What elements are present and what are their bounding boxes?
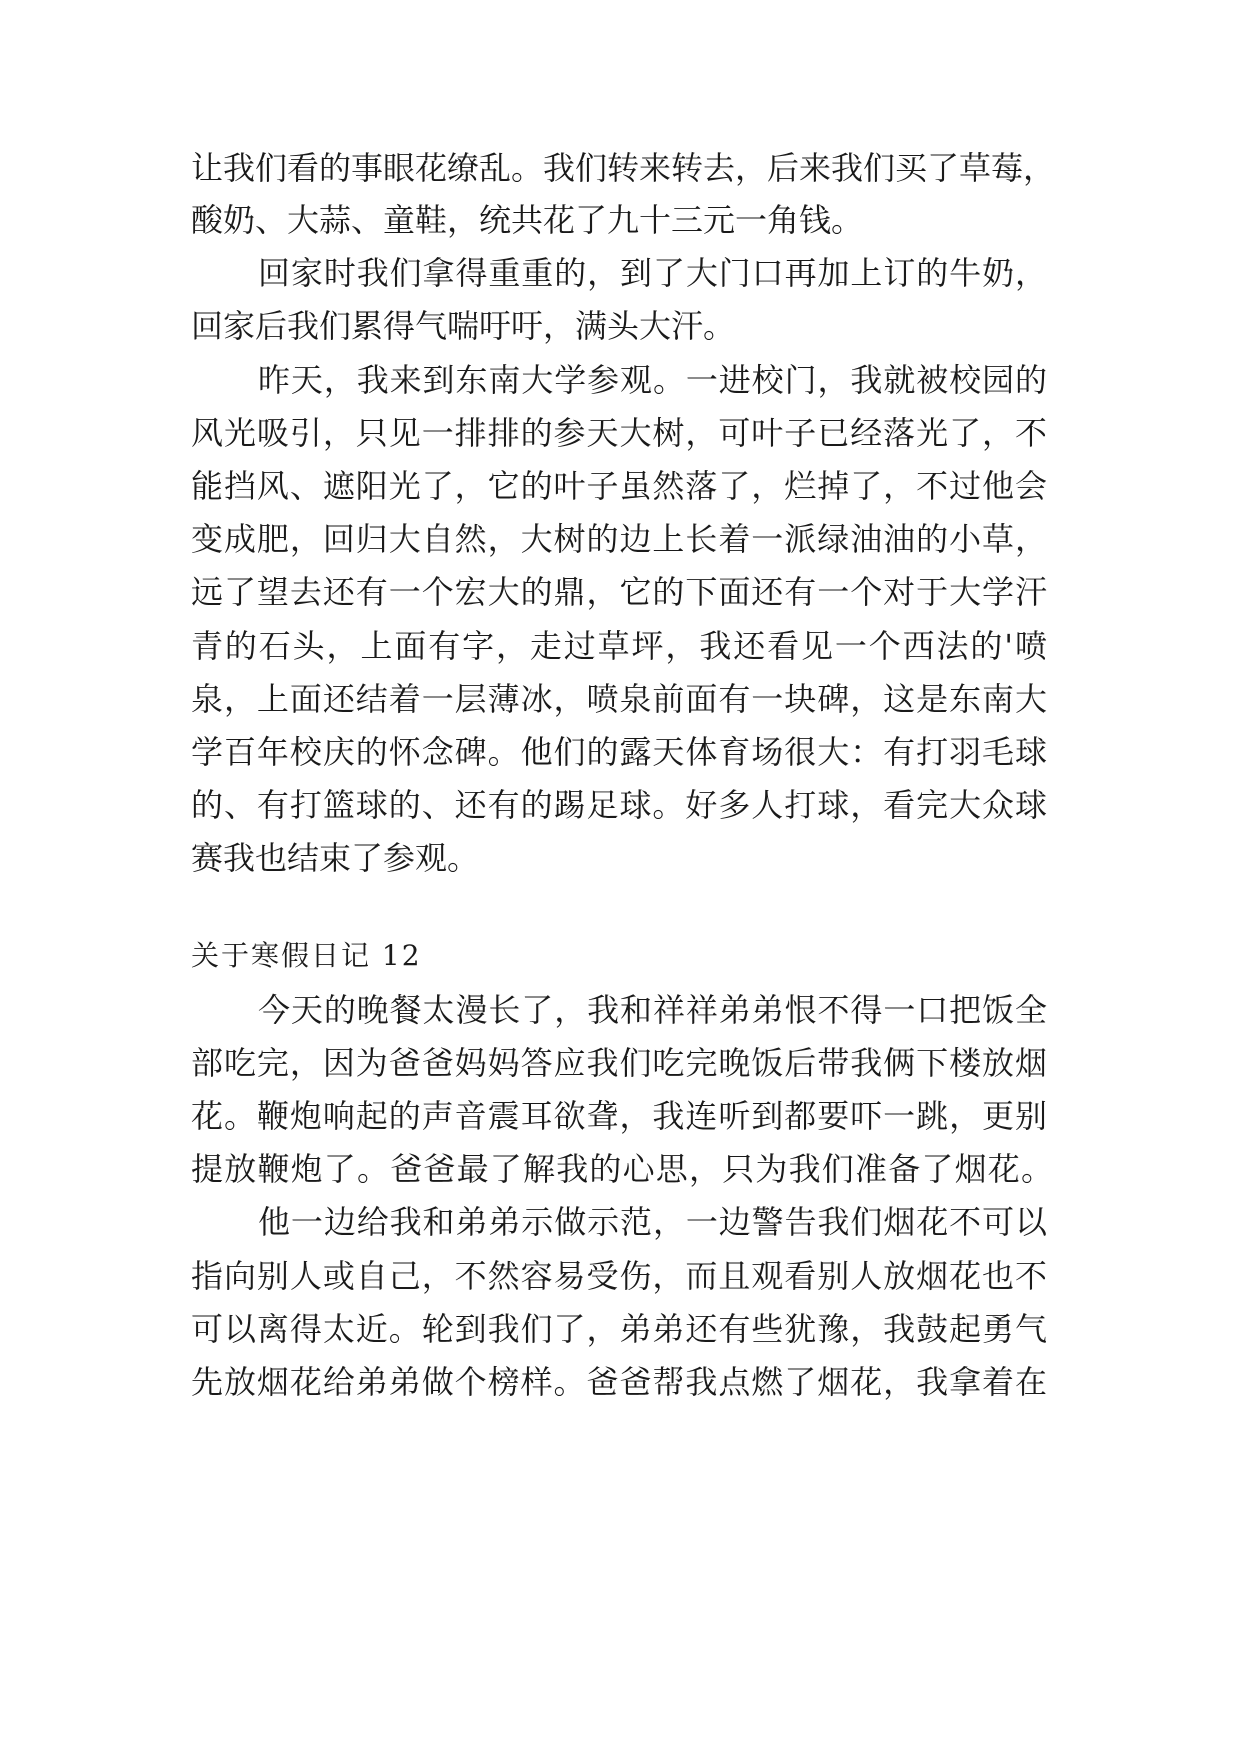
text-line-content: 赛我也结束了参观。 [191,839,480,877]
text-line-content: 让我们看的事眼花缭乱。我们转来转去，后来我们买了草莓， [191,149,1056,187]
text-line-content: 变成肥，回归大自然，大树的边上长着一派绿油油的小草， [191,520,1047,558]
text-line-content: 可以离得太近。轮到我们了，弟弟还有些犹豫，我鼓起勇气 [191,1310,1047,1348]
text-line-content: 酸奶、大蒜、童鞋，统共花了九十三元一角钱。 [191,201,864,239]
text-line-content: 提放鞭炮了。爸爸最了解我的心思，只为我们准备了烟花。 [191,1150,1053,1188]
text-line-content: 风光吸引，只见一排排的参天大树，可叶子已经落光了，不 [191,414,1047,452]
text-line-content: 青的石头，上面有字，走过草坪，我还看见一个西法的'喷 [191,627,1047,665]
text-line-content: 今天的晚餐太漫长了，我和祥祥弟弟恨不得一口把饭全 [258,991,1047,1029]
text-line-content: 回家后我们累得气喘吁吁，满头大汗。 [191,307,736,345]
text-line-content: 回家时我们拿得重重的，到了大门口再加上订的牛奶， [258,254,1047,292]
text-line-content: 能挡风、遮阳光了，它的叶子虽然落了，烂掉了，不过他会 [191,467,1047,505]
text-line-content: 指向别人或自己，不然容易受伤，而且观看别人放烟花也不 [191,1257,1047,1295]
text-line-content: 泉，上面还结着一层薄冰，喷泉前面有一块碑，这是东南大 [191,680,1047,718]
text-line-content: 的、有打篮球的、还有的踢足球。好多人打球，看完大众球 [191,786,1047,824]
text-line-content: 花。鞭炮响起的声音震耳欲聋，我连听到都要吓一跳，更别 [191,1097,1047,1135]
section-heading: 关于寒假日记 12 [191,939,422,972]
text-line-content: 先放烟花给弟弟做个榜样。爸爸帮我点燃了烟花，我拿着在 [191,1363,1047,1401]
text-line-content: 昨天，我来到东南大学参观。一进校门，我就被校园的 [258,361,1047,399]
text-line-content: 远了望去还有一个宏大的鼎，它的下面还有一个对于大学汗 [191,573,1047,611]
text-line-content: 部吃完，因为爸爸妈妈答应我们吃完晚饭后带我俩下楼放烟 [191,1044,1047,1082]
text-line-content: 他一边给我和弟弟示做示范，一边警告我们烟花不可以 [258,1203,1047,1241]
text-line-content: 学百年校庆的怀念碑。他们的露天体育场很大：有打羽毛球 [191,733,1047,771]
